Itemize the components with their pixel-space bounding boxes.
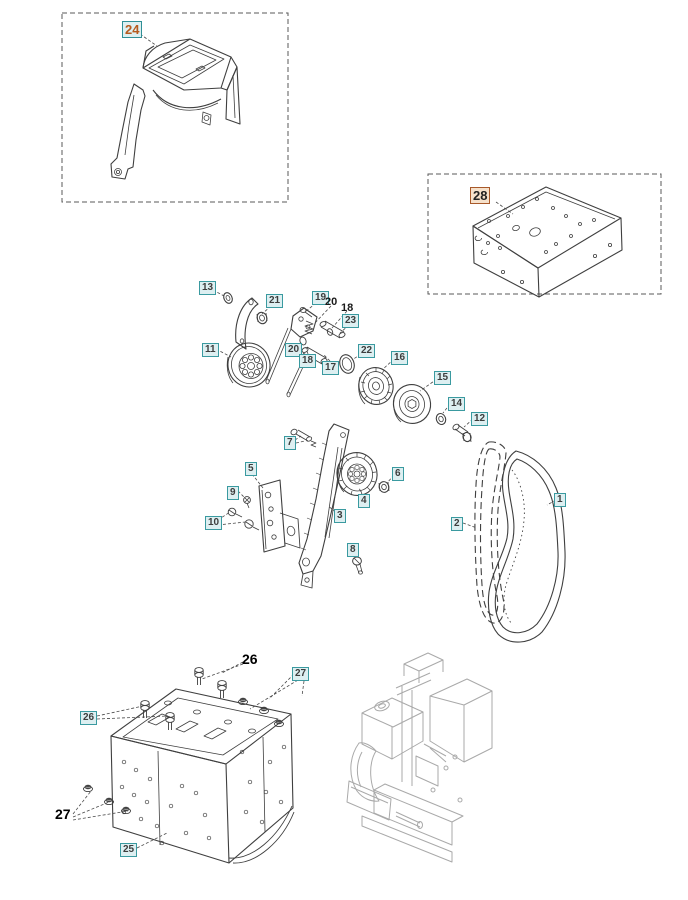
callout-24-0[interactable]: 24 <box>122 21 142 38</box>
callout-25-31[interactable]: 25 <box>120 843 137 857</box>
callout-16-13[interactable]: 16 <box>391 351 408 365</box>
callout-13-2[interactable]: 13 <box>199 281 216 295</box>
callout-28-1[interactable]: 28 <box>470 187 490 204</box>
callout-22-12[interactable]: 22 <box>358 344 375 358</box>
callout-12-16[interactable]: 12 <box>471 412 488 426</box>
callout-20-5[interactable]: 20 <box>325 296 338 308</box>
callout-18-6[interactable]: 18 <box>341 302 354 314</box>
callout-11-8[interactable]: 11 <box>202 343 219 357</box>
callout-6-21[interactable]: 6 <box>392 467 404 481</box>
callout-26-29[interactable]: 26 <box>80 711 97 725</box>
callout-23-7[interactable]: 23 <box>342 314 359 328</box>
callout-1-26[interactable]: 1 <box>554 493 566 507</box>
callout-3-23[interactable]: 3 <box>334 509 346 523</box>
callout-14-15[interactable]: 14 <box>448 397 465 411</box>
callout-4-22[interactable]: 4 <box>358 494 370 508</box>
callout-20-9[interactable]: 20 <box>285 343 302 357</box>
callout-8-24[interactable]: 8 <box>347 543 359 557</box>
callout-10-20[interactable]: 10 <box>205 516 222 530</box>
callout-27-30[interactable]: 27 <box>55 806 71 822</box>
callout-18-10[interactable]: 18 <box>299 354 316 368</box>
callout-5-18[interactable]: 5 <box>245 462 257 476</box>
callout-7-17[interactable]: 7 <box>284 436 296 450</box>
callout-27-28[interactable]: 27 <box>292 667 309 681</box>
callout-21-3[interactable]: 21 <box>266 294 283 308</box>
callout-15-14[interactable]: 15 <box>434 371 451 385</box>
callout-9-19[interactable]: 9 <box>227 486 239 500</box>
callout-19-4[interactable]: 19 <box>312 291 329 305</box>
callout-17-11[interactable]: 17 <box>322 361 339 375</box>
callout-26-27[interactable]: 26 <box>242 651 258 667</box>
callout-2-25[interactable]: 2 <box>451 517 463 531</box>
